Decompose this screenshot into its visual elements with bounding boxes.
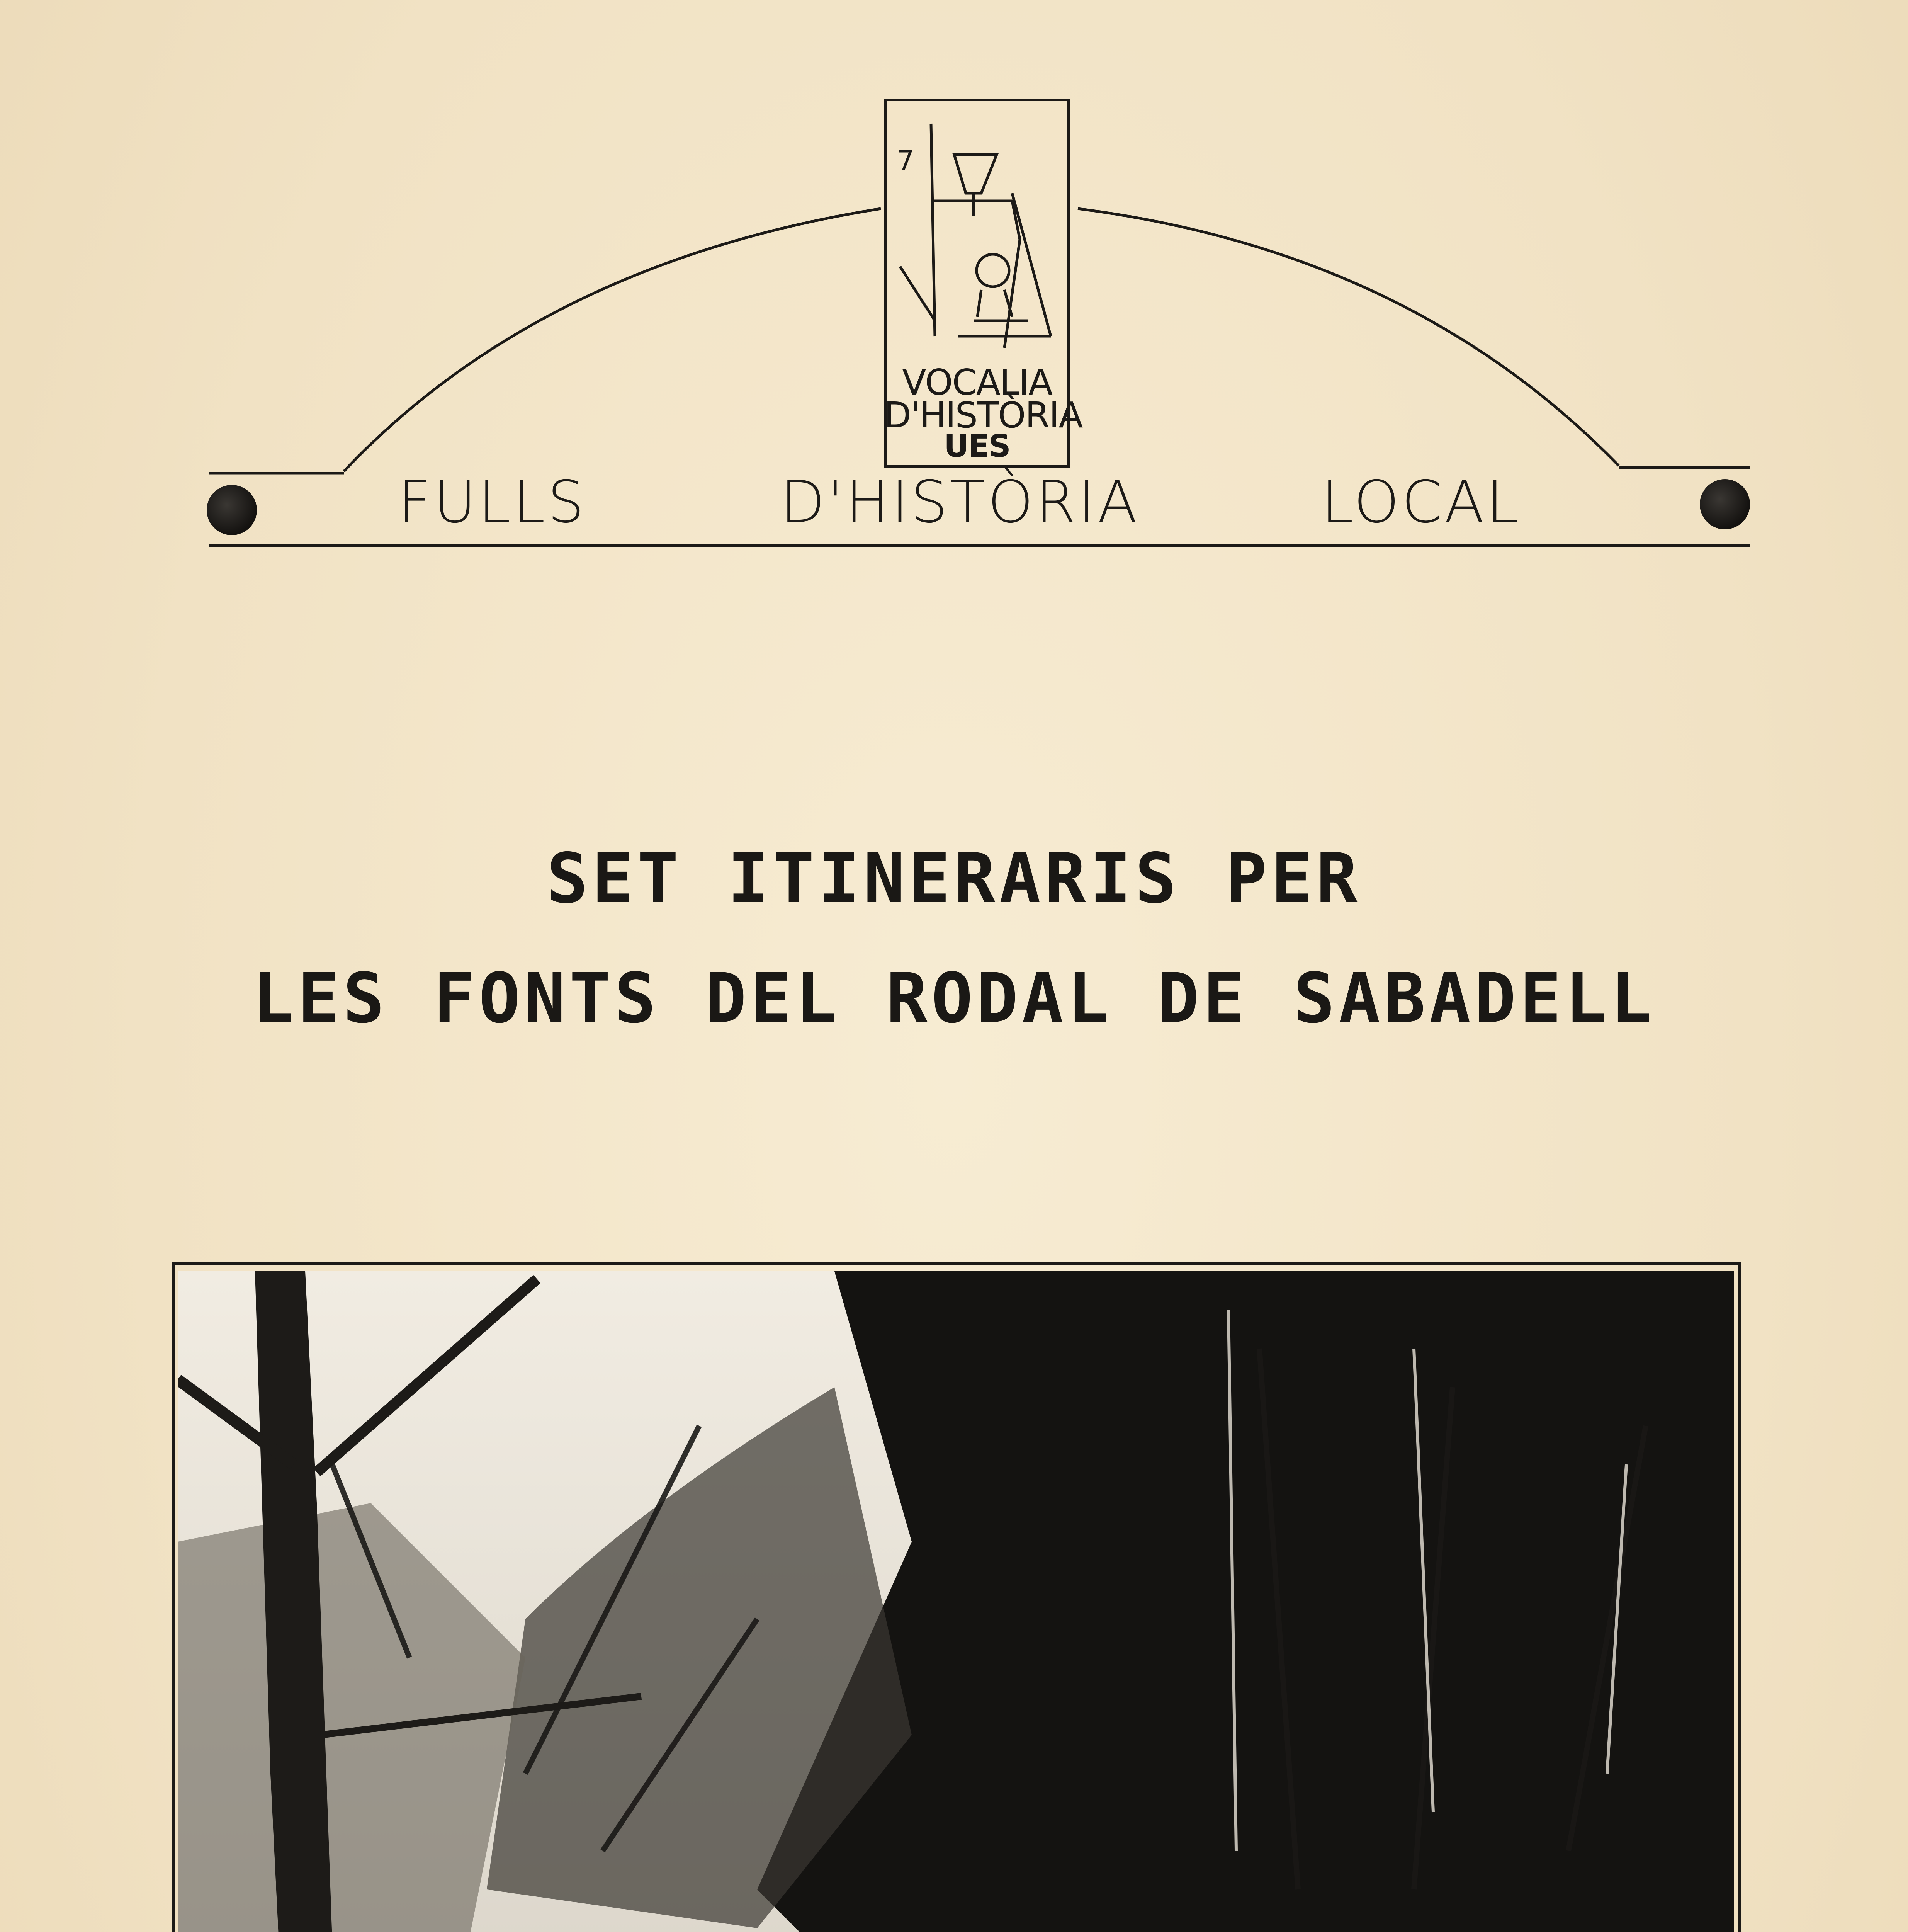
title-line-2: LES FONTS DEL RODAL DE SABADELL [252, 958, 1656, 1038]
logo-text-line-1: VOCALIA [902, 362, 1052, 403]
photograph [178, 1271, 1734, 1932]
series-word-3: LOCAL [1321, 469, 1521, 536]
title-line-1: SET ITINERARIS PER [547, 838, 1361, 918]
photo-illustration [178, 1271, 1734, 1932]
series-word-1: FULLS [398, 469, 587, 536]
series-word-2: D'HISTÒRIA [780, 469, 1140, 536]
logo-text-line-3: UES [944, 428, 1010, 464]
logo-text-line-2: D'HISTÒRIA [884, 395, 1082, 436]
masthead [0, 0, 1908, 580]
series-title [209, 469, 1750, 536]
svg-text:7: 7 [897, 145, 914, 177]
